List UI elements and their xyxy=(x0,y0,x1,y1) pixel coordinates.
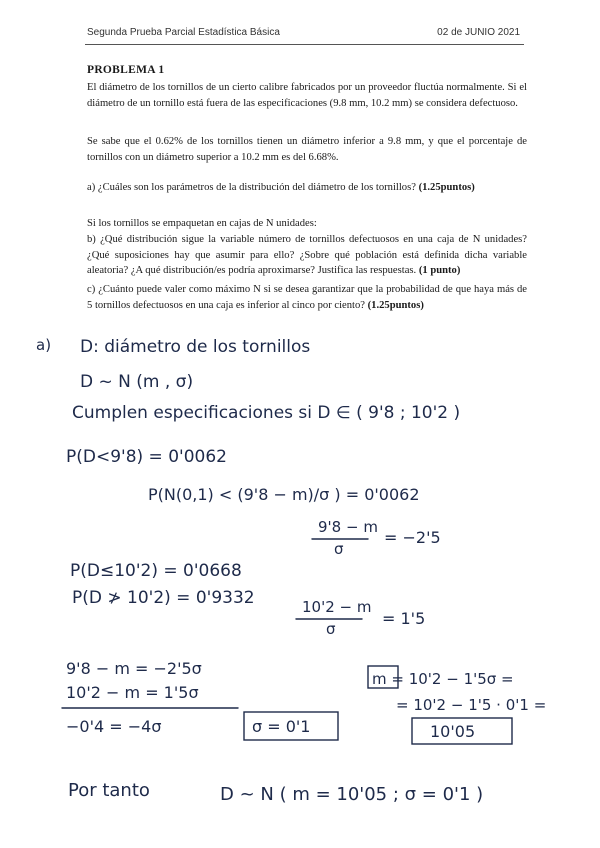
hw-m-line-1: m = 10'2 − 1'5σ = xyxy=(372,670,514,688)
question-a-points: (1.25puntos) xyxy=(418,182,475,193)
header-date: 02 de JUNIO 2021 xyxy=(437,27,520,38)
hw-system-3: −0'4 = −4σ xyxy=(66,717,162,736)
hw-frac-1-rhs: = −2'5 xyxy=(384,528,441,547)
question-a-text: a) ¿Cuáles son los parámetros de la distribución del diámetro de los tornillos? xyxy=(87,182,416,193)
hw-line-7: P(D≤10'2) = 0'0668 xyxy=(70,561,242,581)
hw-frac-2-rhs: = 1'5 xyxy=(382,609,426,628)
question-c-points: (1.25puntos) xyxy=(367,299,424,311)
hw-sigma-result: σ = 0'1 xyxy=(252,717,311,736)
hw-line-3: Cumplen especificaciones si D ∈ ( 9'8 ; 10'2 ) xyxy=(72,403,461,423)
problem-paragraph-1: El diámetro de los tornillos de un cierto calibre fabricados por un proveedor fluctúa normalmente. Si el diámetro de un tornillo está fuera de las especificaciones (9.8 mm, 10.2 mm) se considera defectuoso. xyxy=(87,82,527,109)
problem-paragraph-2: Se sabe que el 0.62% de los tornillos tienen un diámetro inferior a 9.8 mm, y que el porcentaje de tornillos con un diámetro superior a 10.2 mm es del 6.68%. xyxy=(87,136,527,163)
hw-frac-2-num: 10'2 − m xyxy=(302,598,372,616)
hw-m-result: 10'05 xyxy=(430,722,476,741)
hw-line-4: P(D<9'8) = 0'0062 xyxy=(66,447,227,467)
hw-line-5: P(N(0,1) < (9'8 − m)/σ ) = 0'0062 xyxy=(148,485,420,504)
question-b-text: b) ¿Qué distribución sigue la variable número de tornillos defectuosos en una caja de N unidades? ¿Qué suposiciones hay que asumir para ello? ¿Sobre qué población está definida dicha variable aleatoria? ¿A qué distribución/es podría aproximarse? Justifica las respuestas. xyxy=(87,234,527,276)
question-c-text: c) ¿Cuánto puede valer como máximo N si se desea garantizar que la probabilidad de que haya más de 5 tornillos defectuosos en una caja es inferior al cinco por ciento? xyxy=(87,284,527,311)
hw-frac-2-den: σ xyxy=(326,620,336,638)
hw-line-1: D: diámetro de los tornillos xyxy=(80,337,311,357)
problem-title: PROBLEMA 1 xyxy=(87,64,165,76)
hw-final-label: Por tanto xyxy=(68,780,150,801)
header-title: Segunda Prueba Parcial Estadística Básica xyxy=(87,27,280,38)
problem-paragraph-3: Si los tornillos se empaquetan en cajas de N unidades: xyxy=(87,218,317,229)
question-b-points: (1 punto) xyxy=(418,265,461,276)
hw-label-a: a) xyxy=(36,336,52,354)
hw-frac-1-den: σ xyxy=(334,540,344,558)
hw-line-2: D ~ N (m , σ) xyxy=(80,372,194,392)
hw-m-line-2: = 10'2 − 1'5 · 0'1 = xyxy=(396,696,547,714)
hw-line-8: P(D ≯ 10'2) = 0'9332 xyxy=(72,588,255,608)
hw-system-1: 9'8 − m = −2'5σ xyxy=(66,659,202,678)
hw-final-result: D ~ N ( m = 10'05 ; σ = 0'1 ) xyxy=(220,784,484,805)
hw-system-2: 10'2 − m = 1'5σ xyxy=(66,683,199,702)
hw-frac-1-num: 9'8 − m xyxy=(318,518,378,536)
